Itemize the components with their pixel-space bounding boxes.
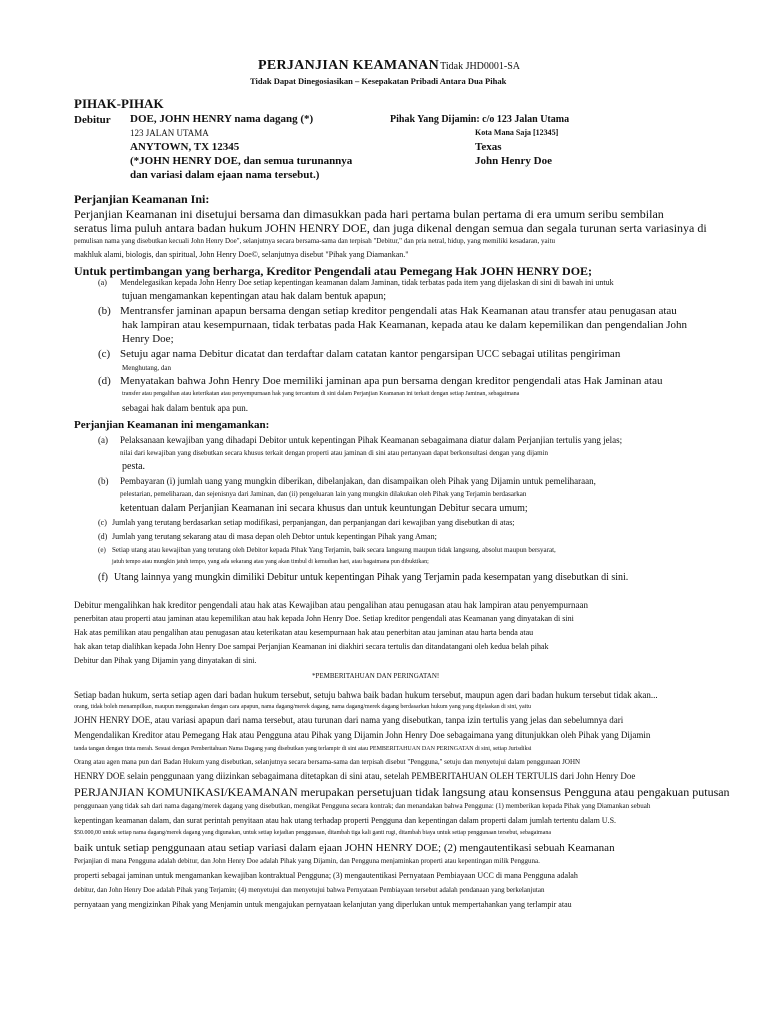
clause-c-mark: (c) (98, 348, 111, 360)
transfer-line-5: Debitur dan Pihak yang Dijamin yang dinyatakan di sini. (74, 656, 257, 665)
secures-a-line-1: Pelaksanaan kewajiban yang dihadapi Debitor untuk kepentingan Pihak Keamanan sebagaimana diatur dalam Perjanjian tertulis yang jelas; (120, 435, 623, 445)
parties-heading: PIHAK-PIHAK (74, 96, 164, 111)
clause-a-line-2: tujuan mengamankan kepentingan atau hak dalam bentuk apapun; (122, 291, 387, 302)
document-number: Tidak JHD0001-SA (440, 61, 521, 72)
secures-a-mark: (a) (98, 435, 108, 445)
clause-c-line-1: Setuju agar nama Debitur dicatat dan terdaftar dalam catatan kantor pengarsipan UCC sebagai utilitas pengiriman (120, 348, 621, 360)
notice-line-2: orang, tidak boleh menampilkan, maupun menggunakan dengan cara apapun, nama dagang/merek dagang, nama dagang/merek dagang berdasarkan hukum yang yang dijelaskan di sini, yaitu (74, 704, 532, 710)
notice-line-7: HENRY DOE selain penggunaan yang diizinkan sebagaimana ditetapkan di sini atau, setelah PEMBERITAHUAN OLEH TERTULIS dari John Henry Doe (74, 771, 636, 781)
secures-e-line-2: jatuh tempo atau mungkin jatuh tempo, yang ada sekarang atau yang akan timbul di kemudian hari, atau bagaimana pun dibuktikan; (112, 559, 429, 565)
clause-b-mark: (b) (98, 305, 111, 317)
notice-line-5: tanda tangan dengan tinta merah. Sesuai dengan Pemberitahuan Nama Dagang yang disebutkan yang terlampir di sini atau PEMBERITAHUAN DAN PERINGATAN di sini, setiap Jurisdiksi (74, 746, 532, 752)
notice-line-1: Setiap badan hukum, serta setiap agen dari badan hukum tersebut, setuju bahwa baik badan hukum tersebut, maupun agen dari badan hukum tersebut tidak akan... (74, 690, 658, 700)
secures-a-line-2: nilai dari kewajiban yang disebutkan secara khusus terkait dengan properti atau jaminan di sini atau pertanyaan dapat berkonsultasi dengan yang dijamin (120, 449, 549, 457)
comm-line-4: $50.000,00 untuk setiap nama dagang/merek dagang yang digunakan, untuk setiap kejadian penggunaan, ditambah tiga kali ganti rugi, ditambah biaya untuk setiap penggunaan tersebut, sebagaimana (74, 830, 552, 836)
clause-a-mark: (a) (98, 278, 107, 287)
debtor-name: DOE, JOHN HENRY nama dagang (*) (130, 113, 314, 125)
debtor-note-2: dan variasi dalam ejaan nama tersebut.) (130, 169, 320, 181)
secured-party-label: Pihak Yang Dijamin: (390, 114, 480, 125)
clause-c-line-2: Menghutang, dan (122, 364, 171, 372)
notice-line-6: Orang atau agen mana pun dari Badan Hukum yang disebutkan, selanjutnya secara bersama-sama dan terpisah disebut "Pengguna," setuju dan menyetujui dalam penggunaan JOHN (74, 758, 581, 766)
secured-party-block (390, 114, 569, 125)
secures-b-line-3: ketentuan dalam Perjanjian Keamanan ini secara khusus dan untuk keuntungan Debitur secara umum; (120, 503, 528, 514)
comm-line-1: PERJANJIAN KOMUNIKASI/KEAMANAN merupakan persetujuan tidak langsung atau konsensus Pengguna atau pengakuan putusan (74, 785, 730, 799)
secures-d-mark: (d) (98, 532, 108, 541)
clause-d-mark: (d) (98, 375, 111, 387)
secures-c-mark: (c) (98, 518, 107, 527)
consideration-heading: Untuk pertimbangan yang berharga, Kreditor Pengendali atau Pemegang Hak JOHN HENRY DOE; (74, 264, 593, 278)
secured-party-address: c/o 123 Jalan Utama (482, 114, 570, 125)
clause-b-line-3: Henry Doe; (122, 333, 174, 345)
comm-line-8: debitur, dan John Henry Doe adalah Pihak yang Terjamin; (4) menyetujui dan menyetujui bahwa Pernyataan Pembiayaan tersebut adalah pendanaan yang berkelanjutan (74, 886, 545, 894)
secures-d-line-1: Jumlah yang terutang sekarang atau di masa depan oleh Debtor untuk kepentingan Pihak yang Aman; (112, 532, 437, 541)
intro-line-2: seratus lima puluh antara badan hukum JOHN HENRY DOE, dan juga dikenal dengan semua dan segala turunan serta variasinya di (74, 221, 707, 235)
debtor-note-1: (*JOHN HENRY DOE, dan semua turunannya (130, 155, 353, 167)
intro-line-4: makhluk alami, biologis, dan spiritual, John Henry Doe©, selanjutnya disebut "Pihak yang Diamankan." (74, 250, 409, 259)
comm-line-7: properti sebagai jaminan untuk mengamankan kewajiban kontraktual Pengguna; (3) mengautentikasi Pernyataan Pembiayaan UCC di mana Pengguna adalah (74, 871, 578, 880)
notice-line-4: Mengendalikan Kreditor atau Pemegang Hak atau Pengguna atau Pihak yang Dijamin John Henry Doe sebagaimana yang ditunjukkan oleh Pihak yang Dijamin (74, 730, 651, 740)
comm-line-9: pernyataan yang mengizinkan Pihak yang Menjamin untuk mengajukan pernyataan kelanjutan yang diperlukan untuk mempertahankan yang terlampir atau (74, 900, 572, 909)
secured-party-state: Texas (475, 141, 502, 153)
transfer-line-1: Debitur mengalihkan hak kreditor pengendali atau hak atas Kewajiban atau pengalihan atau penugasan atau hak lampiran atau penyempurnaan (74, 600, 589, 610)
notice-heading: *PEMBERITAHUAN DAN PERINGATAN! (312, 672, 440, 680)
secures-e-mark: (e) (98, 546, 106, 554)
secures-f-mark: (f) (98, 572, 108, 583)
intro-line-1: Perjanjian Keamanan ini disetujui bersama dan dimasukkan pada hari pertama bulan pertama di era umum seribu sembilan (74, 207, 664, 221)
notice-line-3: JOHN HENRY DOE, atau variasi apapun dari nama tersebut, atau turunan dari nama yang disebutkan, tanpa izin tertulis yang jelas dan sebelumnya dari (74, 715, 624, 725)
secured-party-name: John Henry Doe (475, 155, 552, 167)
transfer-line-2: penerbitan atau properti atau jaminan atau kepemilikan atau hak kepada John Henry Doe. Setiap kreditor pengendali atas Keamanan yang dinyatakan di sini (74, 614, 574, 623)
comm-line-6: Perjanjian di mana Pengguna adalah debitur, dan John Henry Doe adalah Pihak yang Dijamin, dan Pengguna menjaminkan properti atau kepentingan milik Pengguna. (74, 857, 540, 865)
document-subtitle: Tidak Dapat Dinegosiasikan – Kesepakatan Pribadi Antara Dua Pihak (250, 76, 507, 86)
clause-a-line-1: Mendelegasikan kepada John Henry Doe setiap kepentingan keamanan dalam Jaminan, tidak terbatas pada item yang dijelaskan di sini di bawah ini untuk (120, 278, 614, 287)
clause-b-line-2: hak lampiran atau kesempurnaan, tidak terbatas pada Hak Keamanan, kepada atau ke dalam kepemilikan dan pengendalian John (122, 319, 688, 331)
transfer-line-4: hak akan tetap dialihkan kepada John Henry Doe sampai Perjanjian Keamanan ini diakhiri secara tertulis dan ditandatangani oleh kedua belah pihak (74, 642, 549, 651)
comm-line-5: baik untuk setiap penggunaan atau setiap variasi dalam ejaan JOHN HENRY DOE; (2) mengautentikasi sebuah Keamanan (74, 842, 615, 854)
title-text: PERJANJIAN KEAMANAN (258, 58, 440, 73)
comm-line-2: penggunaan yang tidak sah dari nama dagang/merek dagang yang disebutkan, mengikat Pengguna secara kontrak; dan menandakan bahwa Pengguna: (1) memberikan kepada Pihak yang Diamankan sebuah (74, 802, 651, 810)
debtor-street: 123 JALAN UTAMA (130, 128, 209, 138)
debtor-city: ANYTOWN, TX 12345 (130, 141, 240, 153)
agreement-heading: Perjanjian Keamanan Ini: (74, 192, 210, 206)
clause-d-line-3: sebagai hak dalam bentuk apa pun. (122, 403, 248, 413)
secures-c-line-1: Jumlah yang terutang berdasarkan setiap modifikasi, perpanjangan, dan perpanjangan dari kewajiban yang disebutkan di atas; (112, 518, 515, 527)
document-title (258, 58, 520, 74)
secured-party-city: Kota Mana Saja [12345] (475, 128, 559, 137)
secures-f-line-1: Utang lainnya yang mungkin dimiliki Debitur untuk kepentingan Pihak yang Terjamin pada kesempatan yang disebutkan di sini. (114, 572, 629, 583)
intro-line-3: pemulisan nama yang disebutkan kecuali John Henry Doe", selanjutnya secara bersama-sama dan terpisah "Debitur," dan pria netral, hidup, yang memiliki kesadaran, yaitu (74, 237, 556, 245)
secures-e-line-1: Setiap utang atau kewajiban yang terutang oleh Debitor kepada Pihak Yang Terjamin, baik secara langsung maupun tidak langsung, absolut maupun bersyarat, (112, 546, 556, 554)
transfer-line-3: Hak atas pemilikan atau pengalihan atau penugasan atau keterikatan atau kesempurnaan hak atau penerbitan atau jaminan atau harta benda atau (74, 628, 534, 637)
clause-b-line-1: Mentransfer jaminan apapun bersama dengan setiap kreditor pengendali atas Hak Keamanan atau transfer atau penugasan atau (120, 305, 677, 317)
secures-b-line-2: pelestarian, pemeliharaan, dan sejenisnya dari Jaminan, dan (ii) pengeluaran lain yang mungkin dilakukan oleh Pihak yang Terjamin berdasarkan (120, 490, 527, 498)
debtor-label: Debitur (74, 114, 111, 126)
comm-line-3: kepentingan keamanan dalam, dan surat perintah penyitaan atau hak utang terhadap properti Pengguna dan kepentingan dalam properti dalam jumlah tertentu dalam U.S. (74, 816, 617, 825)
secures-a-line-3: pesta. (122, 461, 146, 472)
secures-heading: Perjanjian Keamanan ini mengamankan: (74, 419, 270, 431)
clause-d-line-2: transfer atau pengalihan atau keterikatan atau penyempurnaan hak yang tercantum di sini dalam Perjanjian Keamanan ini terkait dengan setiap Jaminan, sebagaimana (122, 391, 520, 397)
secures-b-line-1: Pembayaran (i) jumlah uang yang mungkin diberikan, dibelanjakan, dan disampaikan oleh Pihak yang Dijamin untuk pemeliharaan, (120, 476, 596, 486)
secures-b-mark: (b) (98, 476, 109, 486)
clause-d-line-1: Menyatakan bahwa John Henry Doe memiliki jaminan apa pun bersama dengan kreditor pengendali atas Hak Jaminan atau (120, 375, 663, 387)
